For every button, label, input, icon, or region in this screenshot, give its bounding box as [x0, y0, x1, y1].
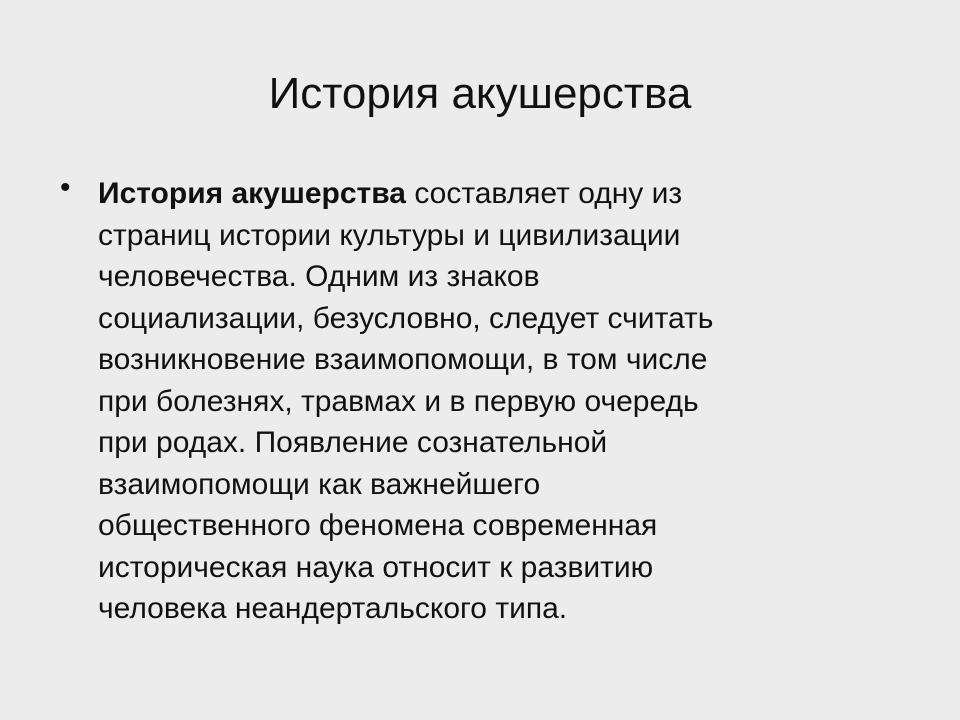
body-line: страниц истории культуры и цивилизации [98, 218, 681, 252]
body-line: при родах. Появление сознательной [98, 426, 608, 459]
body-line: историческая наука относит к развитию [98, 550, 654, 584]
body-line-1 [98, 173, 858, 215]
body-line: человечества. Одним из знаков [98, 260, 540, 293]
body-line: при болезнях, травмах и в первую очередь [98, 384, 699, 418]
body-line: возникновение взаимопомощи, в том числе [98, 343, 708, 376]
slide-body-text [98, 173, 858, 630]
body-line: социализации, безусловно, следует считать [98, 301, 714, 335]
body-line: человека неандертальского типа. [98, 592, 568, 625]
slide-title: История акушерства [268, 69, 692, 118]
body-line: общественного феномена современная [98, 509, 658, 542]
body-line: взаимопомощи как важнейшего [98, 467, 541, 501]
body-lead-bold: История акушерства [98, 177, 406, 210]
body-lead-rest: составляет одну из [405, 177, 683, 210]
bullet-marker: • [60, 171, 71, 204]
